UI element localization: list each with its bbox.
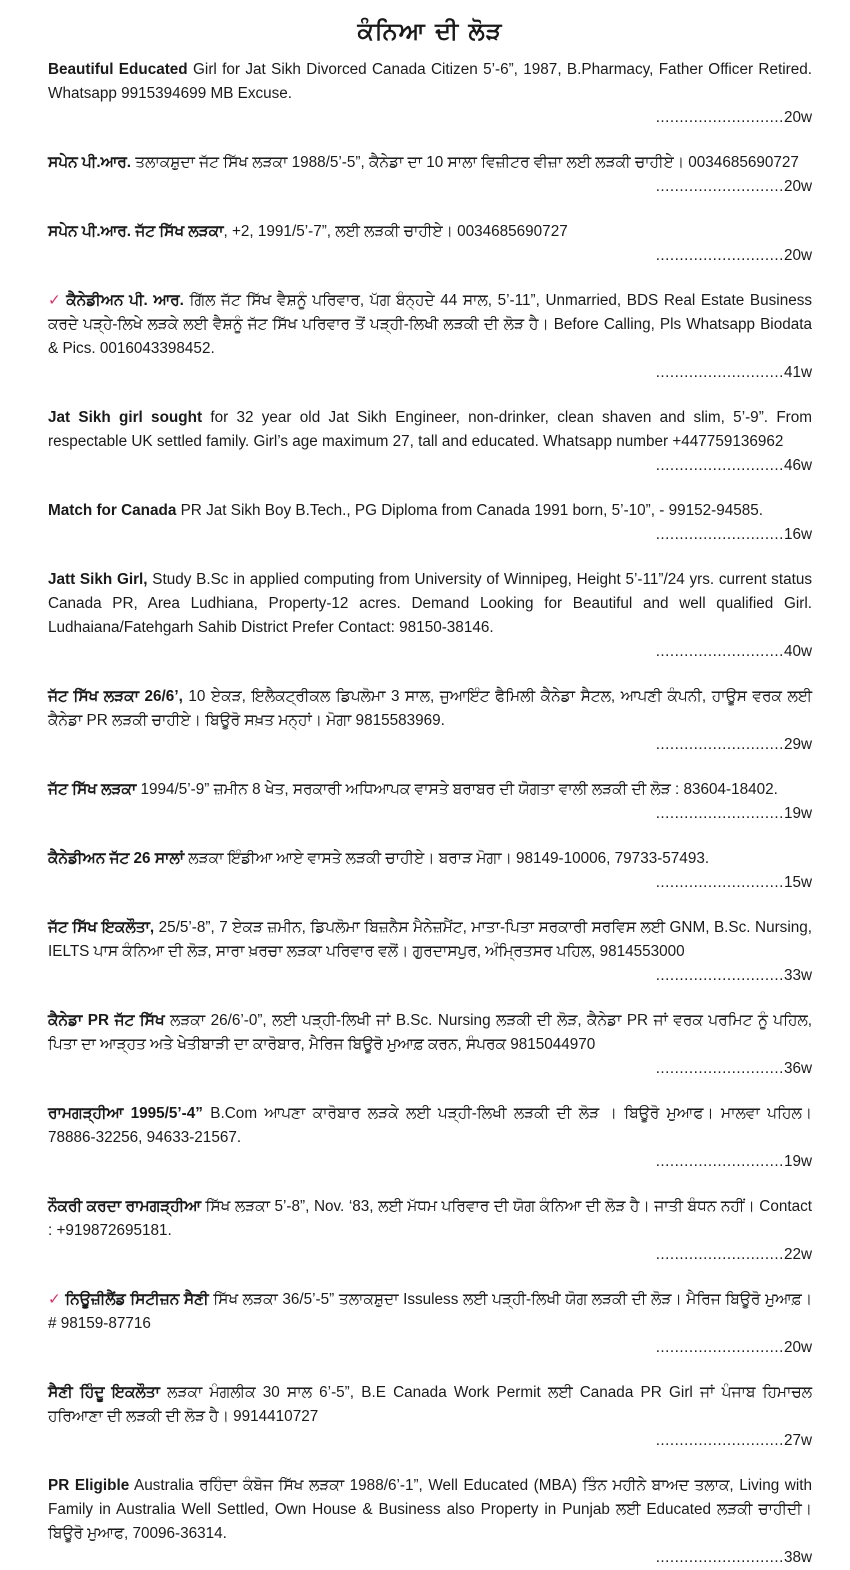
ad-leader-dots: ........................... bbox=[655, 1432, 784, 1449]
ad-code: 20w bbox=[783, 178, 812, 195]
ad-text: ਸਿੱਖ ਲੜਕਾ 36/5’-5” ਤਲਾਕਸ਼ੁਦਾ Issuless ਲਈ ਪੜ੍ਹੀ-ਲਿਖੀ ਯੋਗ ਲੜਕੀ ਦੀ ਲੋੜ। ਮੈਰਿਜ ਬਿਊਰੋ ਮੁਆਫ਼। # 98159-87716 bbox=[48, 1291, 812, 1332]
ad-code-line bbox=[48, 1546, 812, 1570]
classified-ad bbox=[48, 1288, 812, 1360]
ad-leader-dots: ........................... bbox=[655, 1339, 784, 1356]
ad-code: 46w bbox=[783, 457, 812, 474]
ad-code: 20w bbox=[783, 1339, 812, 1356]
classified-ad bbox=[48, 151, 812, 199]
ad-body bbox=[48, 916, 812, 964]
ad-text: Girl for Jat Sikh Divorced Canada Citizen 5’-6”, 1987, B.Pharmacy, Father Officer Retired. Whatsapp 9915394699 MB Excuse. bbox=[48, 61, 812, 102]
ad-text: 10 ਏਕੜ, ਇਲੈਕਟ੍ਰੀਕਲ ਡਿਪਲੋਮਾ 3 ਸਾਲ, ਜੁਆਇੰਟ ਫੈਮਿਲੀ ਕੈਨੇਡਾ ਸੈਟਲ, ਆਪਣੀ ਕੰਪਨੀ, ਹਾਊਸ ਵਰਕ ਲਈ ਕੈਨੇਡਾ PR ਲੜਕੀ ਚਾਹੀਏ। ਬਿਊਰੋ ਸਖ਼ਤ ਮਨ੍ਹਾਂ। ਮੋਗਾ 9815583969. bbox=[48, 688, 812, 729]
ad-lead: Jat Sikh girl sought bbox=[48, 409, 203, 426]
ad-lead: Jatt Sikh Girl, bbox=[48, 571, 148, 588]
ad-text: ਤਲਾਕਸ਼ੁਦਾ ਜੱਟ ਸਿੱਖ ਲੜਕਾ 1988/5’-5”, ਕੈਨੇਡਾ ਦਾ 10 ਸਾਲਾ ਵਿਜ਼ੀਟਰ ਵੀਜ਼ਾ ਲਈ ਲੜਕੀ ਚਾਹੀਏ। 0034685690727 bbox=[130, 154, 799, 171]
ad-leader-dots: ........................... bbox=[655, 643, 784, 660]
ad-text: for 32 year old Jat Sikh Engineer, non-drinker, clean shaven and slim, 5’-9”. From respectable UK settled family. Girl’s age maximum 27, tall and educated. Whatsapp number +447759136962 bbox=[48, 409, 813, 450]
ads-list bbox=[48, 58, 812, 1570]
ad-body bbox=[48, 1381, 812, 1429]
ad-code-line bbox=[48, 1057, 812, 1081]
ad-code-line bbox=[48, 802, 812, 826]
page-title: ਕੰਨਿਆ ਦੀ ਲੋੜ bbox=[357, 17, 503, 45]
ad-lead: ਸਪੇਨ ਪੀ.ਆਰ. bbox=[48, 154, 131, 171]
ad-body bbox=[48, 151, 812, 175]
classified-ad bbox=[48, 1195, 812, 1267]
ad-code: 20w bbox=[783, 109, 812, 126]
ad-leader-dots: ........................... bbox=[655, 1549, 784, 1566]
ad-code: 29w bbox=[783, 736, 812, 753]
ad-code: 33w bbox=[783, 967, 812, 984]
ad-code-line bbox=[48, 361, 812, 385]
ad-lead: ਸੈਣੀ ਹਿੰਦੂ ਇਕਲੌਤਾ bbox=[48, 1384, 160, 1401]
ad-lead: ਨੌਕਰੀ ਕਰਦਾ ਰਾਮਗੜ੍ਹੀਆ bbox=[48, 1198, 201, 1215]
ad-leader-dots: ........................... bbox=[655, 736, 784, 753]
checkmark-icon: ✓ bbox=[48, 1291, 62, 1308]
ad-leader-dots: ........................... bbox=[655, 967, 784, 984]
ad-lead: Beautiful Educated bbox=[48, 61, 188, 78]
ad-code-line bbox=[48, 1336, 812, 1360]
ad-text: PR Jat Sikh Boy B.Tech., PG Diploma from Canada 1991 born, 5’-10”, - 99152-94585. bbox=[176, 502, 764, 519]
ad-lead: ਸਪੇਨ ਪੀ.ਆਰ. ਜੱਟ ਸਿੱਖ ਲੜਕਾ bbox=[48, 223, 224, 240]
classified-ad bbox=[48, 1102, 812, 1174]
ad-leader-dots: ........................... bbox=[655, 526, 784, 543]
ad-code: 22w bbox=[783, 1246, 812, 1263]
ad-body bbox=[48, 778, 812, 802]
ad-code-line bbox=[48, 1243, 812, 1267]
classified-ad bbox=[48, 289, 812, 385]
ad-leader-dots: ........................... bbox=[655, 1153, 784, 1170]
ad-text: ਲੜਕਾ ਇੰਡੀਆ ਆਏ ਵਾਸਤੇ ਲੜਕੀ ਚਾਹੀਏ। ਬਰਾੜ ਮੋਗਾ। 98149-10006, 79733-57493. bbox=[184, 850, 710, 867]
ad-text: ਲੜਕਾ 26/6’-0”, ਲਈ ਪੜ੍ਹੀ-ਲਿਖੀ ਜਾਂ B.Sc. Nursing ਲੜਕੀ ਦੀ ਲੋੜ, ਕੈਨੇਡਾ PR ਜਾਂ ਵਰਕ ਪਰਮਿਟ ਨੂੰ ਪਹਿਲ, ਪਿਤਾ ਦਾ ਆੜ੍ਹਤ ਅਤੇ ਖੇਤੀਬਾੜੀ ਦਾ ਕਾਰੋਬਾਰ, ਮੈਰਿਜ ਬਿਊਰੋ ਮੁਆਫ਼ ਕਰਨ, ਸੰਪਰਕ 9815044970 bbox=[48, 1012, 812, 1053]
ad-leader-dots: ........................... bbox=[655, 247, 784, 264]
ad-body bbox=[48, 499, 812, 523]
ad-code: 16w bbox=[783, 526, 812, 543]
ad-body bbox=[48, 1474, 812, 1546]
ad-text: 1994/5’-9” ਜ਼ਮੀਨ 8 ਖੇਤ, ਸਰਕਾਰੀ ਅਧਿਆਪਕ ਵਾਸਤੇ ਬਰਾਬਰ ਦੀ ਯੋਗਤਾ ਵਾਲੀ ਲੜਕੀ ਦੀ ਲੋੜ : 83604-18402. bbox=[136, 781, 778, 798]
classified-ad bbox=[48, 406, 812, 478]
ad-body bbox=[48, 847, 812, 871]
ad-code: 19w bbox=[783, 1153, 812, 1170]
ad-code: 40w bbox=[783, 643, 812, 660]
ad-code-line bbox=[48, 640, 812, 664]
ad-body bbox=[48, 1009, 812, 1057]
ad-leader-dots: ........................... bbox=[655, 178, 784, 195]
ad-lead: ਜੱਟ ਸਿੱਖ ਲੜਕਾ bbox=[48, 781, 137, 798]
ad-code-line bbox=[48, 1150, 812, 1174]
ad-text: , +2, 1991/5’-7”, ਲਈ ਲੜਕੀ ਚਾਹੀਏ। 0034685690727 bbox=[223, 223, 568, 240]
classified-ad bbox=[48, 499, 812, 547]
ad-lead: ਰਾਮਗੜ੍ਹੀਆ 1995/5’-4” bbox=[48, 1105, 203, 1122]
ad-text: ਸਿੱਖ ਲੜਕਾ 5’-8”, Nov. ‘83, ਲਈ ਮੱਧਮ ਪਰਿਵਾਰ ਦੀ ਯੋਗ ਕੰਨਿਆ ਦੀ ਲੋੜ ਹੈ। ਜਾਤੀ ਬੰਧਨ ਨਹੀਂ। Contact : +919872695181. bbox=[48, 1198, 813, 1239]
ad-code: 38w bbox=[783, 1549, 812, 1566]
ad-leader-dots: ........................... bbox=[655, 364, 784, 381]
classified-ad bbox=[48, 1009, 812, 1081]
ad-leader-dots: ........................... bbox=[655, 1246, 784, 1263]
ad-body bbox=[48, 1288, 812, 1336]
ad-lead: ਕੈਨੇਡਾ PR ਜੱਟ ਸਿੱਖ bbox=[48, 1012, 165, 1029]
classified-ad bbox=[48, 58, 812, 130]
ad-code-line bbox=[48, 175, 812, 199]
ad-text: B.Com ਆਪਣਾ ਕਾਰੋਬਾਰ ਲੜਕੇ ਲਈ ਪੜ੍ਹੀ-ਲਿਖੀ ਲੜਕੀ ਦੀ ਲੋੜ । ਬਿਊਰੋ ਮੁਆਫ। ਮਾਲਵਾ ਪਹਿਲ। 78886-32256, 94633-21567. bbox=[48, 1105, 812, 1146]
ad-body bbox=[48, 1102, 812, 1150]
classified-ad bbox=[48, 685, 812, 757]
ad-body bbox=[48, 406, 812, 454]
ad-body bbox=[48, 685, 812, 733]
checkmark-icon: ✓ bbox=[48, 292, 63, 309]
ad-code-line bbox=[48, 244, 812, 268]
ad-body bbox=[48, 58, 812, 106]
ad-code-line bbox=[48, 106, 812, 130]
ad-text: Study B.Sc in applied computing from University of Winnipeg, Height 5’-11”/24 yrs. current status Canada PR, Area Ludhiana, Property-12 acres. Demand Looking for Beautiful and well qualified Girl. Ludhaiana/Fatehgarh Sahib District Prefer Contact: 98150-38146. bbox=[48, 571, 812, 636]
ad-body bbox=[48, 220, 812, 244]
ad-leader-dots: ........................... bbox=[655, 874, 784, 891]
ad-lead: Match for Canada bbox=[48, 502, 177, 519]
ad-lead: ਕੈਨੇਡੀਅਨ ਪੀ. ਆਰ. bbox=[66, 292, 184, 309]
ad-leader-dots: ........................... bbox=[655, 1060, 784, 1077]
ad-code-line bbox=[48, 1429, 812, 1453]
ad-code-line bbox=[48, 733, 812, 757]
ad-code-line bbox=[48, 871, 812, 895]
ad-code: 36w bbox=[783, 1060, 812, 1077]
ad-code: 27w bbox=[783, 1432, 812, 1449]
ad-code: 41w bbox=[783, 364, 812, 381]
ad-text: ਗਿੱਲ ਜੱਟ ਸਿੱਖ ਵੈਸ਼ਨੂੰ ਪਰਿਵਾਰ, ਪੱਗ ਬੰਨ੍ਹਦੇ 44 ਸਾਲ, 5’-11”, Unmarried, BDS Real Estate Business ਕਰਦੇ ਪੜ੍ਹੇ-ਲਿਖੇ ਲੜਕੇ ਲਈ ਵੈਸ਼ਨੂੰ ਜੱਟ ਸਿੱਖ ਪਰਿਵਾਰ ਤੋਂ ਪੜ੍ਹੀ-ਲਿਖੀ ਲੜਕੀ ਦੀ ਲੋੜ ਹੈ। Before Calling, Pls Whatsapp Biodata & Pics. 0016043398452. bbox=[48, 292, 812, 357]
ad-code-line bbox=[48, 523, 812, 547]
classified-ad bbox=[48, 1381, 812, 1453]
ad-body bbox=[48, 289, 812, 361]
ad-body bbox=[48, 1195, 812, 1243]
classified-ad bbox=[48, 1474, 812, 1570]
ad-lead: ਜੱਟ ਸਿੱਖ ਇਕਲੌਤਾ, bbox=[48, 919, 155, 936]
classified-ad bbox=[48, 568, 812, 664]
ad-lead: ਨਿਊਜ਼ੀਲੈਂਡ ਸਿਟੀਜ਼ਨ ਸੈਣੀ bbox=[65, 1291, 209, 1308]
ad-lead: ਜੱਟ ਸਿੱਖ ਲੜਕਾ 26/6’, bbox=[48, 688, 183, 705]
ad-code-line bbox=[48, 964, 812, 988]
ad-code: 19w bbox=[783, 805, 812, 822]
ad-lead: PR Eligible bbox=[48, 1477, 130, 1494]
ad-text: ਲੜਕਾ ਮੰਗਲੀਕ 30 ਸਾਲ 6’-5”, B.E Canada Work Permit ਲਈ Canada PR Girl ਜਾਂ ਪੰਜਾਬ ਹਿਮਾਚਲ ਹਰਿਆਣਾ ਦੀ ਲੜਕੀ ਦੀ ਲੋੜ ਹੈ। 9914410727 bbox=[48, 1384, 812, 1425]
ad-text: Australia ਰਹਿੰਦਾ ਕੰਬੋਜ ਸਿੱਖ ਲੜਕਾ 1988/6’-1”, Well Educated (MBA) ਤਿੰਨ ਮਹੀਨੇ ਬਾਅਦ ਤਲਾਕ, Living with Family in Australia Well Settled, Own House & Business also Property in Punjab ਲਈ Educated ਲੜਕੀ ਚਾਹੀਦੀ। ਬਿਊਰੋ ਮੁਆਫ, 70096-36314. bbox=[48, 1477, 813, 1542]
classified-ad bbox=[48, 847, 812, 895]
ad-lead: ਕੈਨੇਡੀਅਨ ਜੱਟ 26 ਸਾਲਾਂ bbox=[48, 850, 185, 867]
classified-ad bbox=[48, 220, 812, 268]
classified-ad bbox=[48, 916, 812, 988]
ad-leader-dots: ........................... bbox=[655, 109, 784, 126]
ad-code-line bbox=[48, 454, 812, 478]
ad-body bbox=[48, 568, 812, 640]
classified-ad bbox=[48, 778, 812, 826]
ad-code: 15w bbox=[783, 874, 812, 891]
ad-leader-dots: ........................... bbox=[655, 805, 784, 822]
ad-leader-dots: ........................... bbox=[655, 457, 784, 474]
ad-code: 20w bbox=[783, 247, 812, 264]
ad-text: 25/5’-8”, 7 ਏਕੜ ਜ਼ਮੀਨ, ਡਿਪਲੋਮਾ ਬਿਜ਼ਨੈਸ ਮੈਨੇਜ਼ਮੈਂਟ, ਮਾਤਾ-ਪਿਤਾ ਸਰਕਾਰੀ ਸਰਵਿਸ ਲਈ GNM, B.Sc. Nursing, IELTS ਪਾਸ ਕੰਨਿਆ ਦੀ ਲੋੜ, ਸਾਰਾ ਖ਼ਰਚਾ ਲੜਕਾ ਪਰਿਵਾਰ ਵਲੋਂ। ਗੁਰਦਾਸਪੁਰ, ਅੰਮ੍ਰਿਤਸਰ ਪਹਿਲ, 9814553000 bbox=[48, 919, 812, 960]
